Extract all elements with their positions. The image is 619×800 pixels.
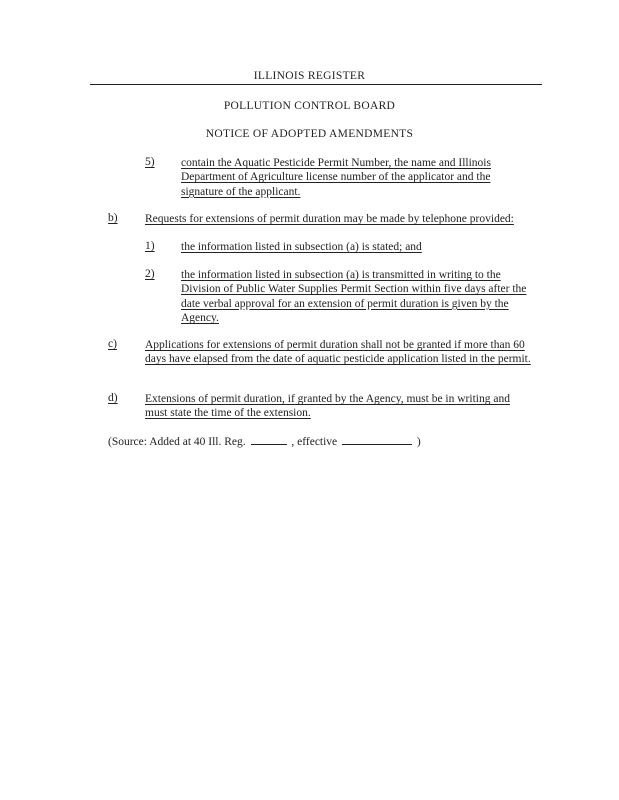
- item-c-label: c): [108, 338, 117, 350]
- header-rule: [90, 84, 542, 85]
- source-suffix: ): [416, 436, 421, 448]
- register-page-blank: [251, 434, 287, 445]
- item-b2-text: the information listed in subsection (a) is transmitted in writing to the Division of Public Water Supplies Permit Section within five days after the date verbal approval for an extension of permit duration is given by the Agency.: [181, 269, 527, 325]
- source-prefix: (Source: Added at 40 Ill. Reg.: [108, 436, 246, 448]
- item-d-text: Extensions of permit duration, if granted by the Agency, must be in writing and must state the time of the extension.: [145, 393, 510, 420]
- item-5-label: 5): [145, 156, 155, 168]
- item-b-label: b): [108, 212, 118, 224]
- item-b1-label: 1): [145, 240, 155, 252]
- item-d-label: d): [108, 392, 118, 404]
- source-note: [108, 434, 421, 448]
- source-effective: , effective: [291, 436, 338, 448]
- register-title: ILLINOIS REGISTER: [253, 70, 366, 82]
- item-c-text: Applications for extensions of permit duration shall not be granted if more than 60 days have elapsed from the date of aquatic pesticide application listed in the permit.: [145, 339, 531, 366]
- item-b-text: Requests for extensions of permit duration may be made by telephone provided:: [145, 213, 514, 225]
- board-title: POLLUTION CONTROL BOARD: [223, 100, 396, 112]
- item-b1-text: the information listed in subsection (a) is stated; and: [181, 241, 422, 253]
- notice-title: NOTICE OF ADOPTED AMENDMENTS: [205, 128, 414, 140]
- effective-date-blank: [342, 434, 412, 445]
- item-5-text: contain the Aquatic Pesticide Permit Number, the name and Illinois Department of Agriculture license number of the applicator and the signature of the applicant.: [181, 157, 491, 198]
- item-b2-label: 2): [145, 268, 155, 280]
